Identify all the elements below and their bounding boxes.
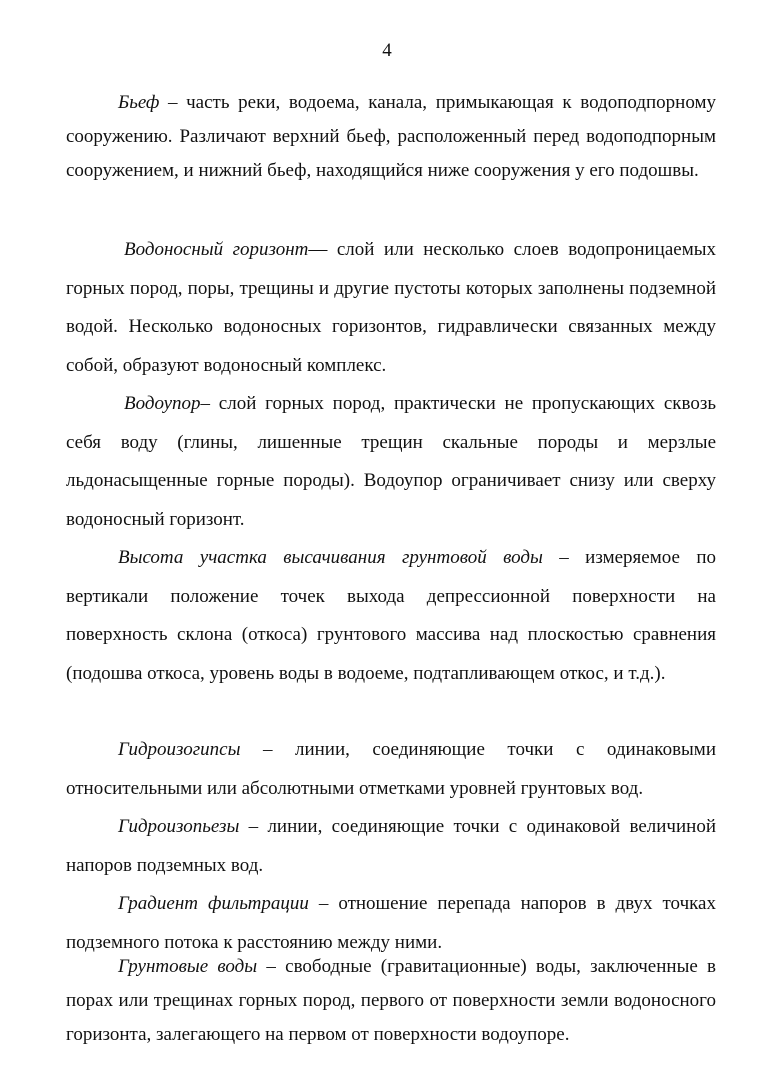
definition: – измеряемое по вертикали положение точек выхода депрессионной поверхности на поверхность склона (откоса) грунтового массива над плоскостью сравнения (подошва откоса, уровень воды в водоеме, подтапливающем откос, и т.д.). [66, 547, 716, 684]
definition: – линии, соединяющие точки с одинаковой величиной напоров подземных вод. [66, 816, 716, 876]
page-number: 4 [382, 40, 392, 61]
term: Градиент фильтрации [118, 893, 309, 914]
definition: – линии, соединяющие точки с одинаковыми относительными или абсолютными отметками уровней грунтовых вод. [66, 739, 716, 799]
definition: – отношение перепада напоров в двух точках подземного потока к расстоянию между ними. [66, 893, 716, 953]
term: Водоупор [124, 393, 201, 414]
glossary-entry-groundwater [66, 950, 716, 1052]
definition: – часть реки, водоема, канала, примыкающая к водоподпорному сооружению. Различают верхний бьеф, расположенный перед водоподпорным сооружением, и нижний бьеф, находящийся ниже сооружения у его подошвы. [66, 92, 716, 181]
definition: – слой горных пород, практически не пропускающих сквозь себя воду (глины, лишенные трещин скальные породы и мерзлые льдонасыщенные горные породы). Водоупор ограничивает снизу или сверху водоносный горизонт. [66, 393, 716, 530]
term: Водоносный горизонт [124, 239, 309, 260]
term: Грунтовые воды [118, 956, 258, 977]
definition: — слой или несколько слоев водопроницаемых горных пород, поры, трещины и другие пустоты которых заполнены подземной водой. Несколько водоносных горизонтов, гидравлически связанных между собой, образуют водоносный комплекс. [66, 239, 716, 376]
glossary-entry-hydroisopiestics [66, 808, 716, 885]
glossary-entry-seepage-height [66, 539, 716, 693]
definition: – свободные (гравитационные) воды, заключенные в порах или трещинах горных пород, первого от поверхности земли водоносного горизонта, залегающего на первом от поверхности водоупоре. [66, 956, 716, 1045]
glossary-entry-bief [66, 86, 716, 188]
glossary-entry-aquiclude [66, 385, 716, 539]
term: Бьеф [118, 92, 160, 113]
term: Гидроизогипсы [118, 739, 241, 760]
glossary-entry-aquifer [66, 231, 716, 385]
term: Высота участка высачивания грунтовой воды [118, 547, 543, 568]
glossary-entry-hydroisohypses [66, 731, 716, 808]
term: Гидроизопьезы [118, 816, 240, 837]
